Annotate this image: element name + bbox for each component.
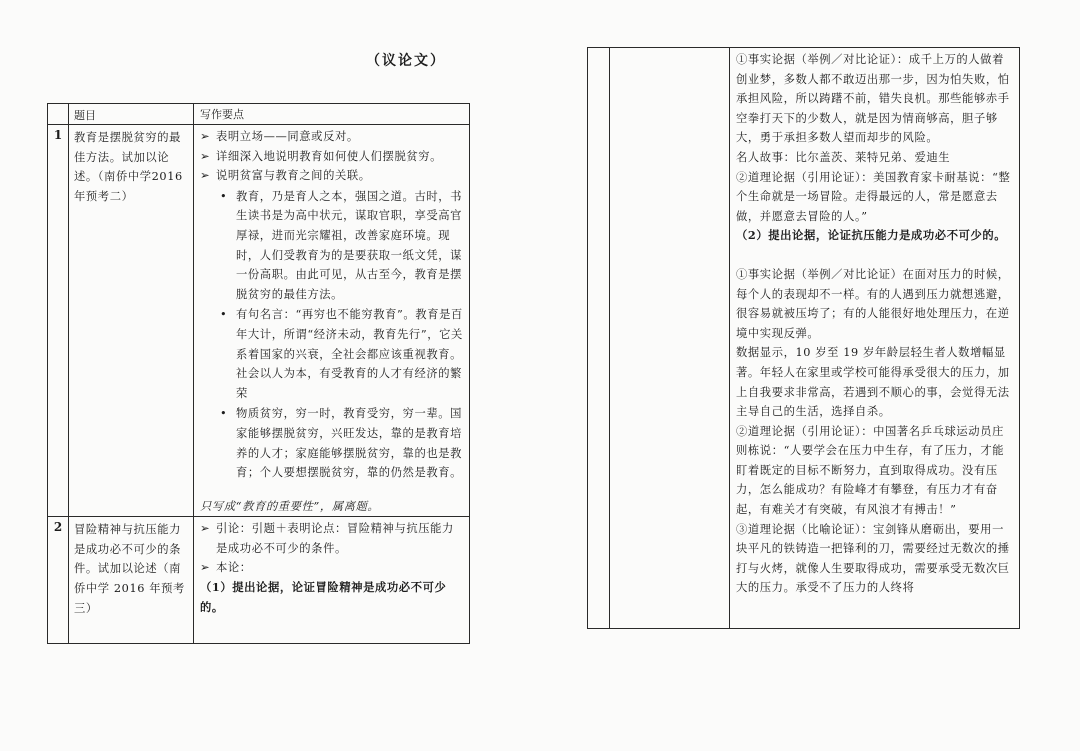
arrow-bullet-icon: ➢ <box>200 130 211 143</box>
list-item: ➢ 表明立场——同意或反对。 <box>200 127 463 147</box>
table-row <box>588 48 1020 629</box>
paragraph: ③道理论据（比喻论证）：宝剑锋从磨砺出，要用一块平凡的铁铸造一把锋利的刀，需要经过无数次的捶打与火烤，就像人生要取得成功，需要承受无数次巨大的压力。承受不了压力的人终将 <box>736 522 1010 595</box>
sub-point: （2）提出论据，论证抗压能力是成功必不可少的。 <box>736 228 1007 243</box>
row-number-empty <box>588 48 610 629</box>
list-item: • 物质贫穷，穷一时，教育受穷，穷一辈。国家能够摆脱贫穷，兴旺发达，靠的是教育培养的人才；家庭能够摆脱贫穷，靠的也是教育；个人要想摆脱贫穷，靠的仍然是教育。 <box>200 404 463 482</box>
header-topic: 题目 <box>69 104 194 125</box>
row-topic-empty <box>610 48 730 629</box>
bullet-dot-icon: • <box>220 308 228 322</box>
table-row <box>48 517 470 644</box>
header-num <box>48 104 69 125</box>
paragraph: ①事实论据（举例／对比论证）：成千上万的人做着创业梦，多数人都不敢迈出那一步，因为怕失败，怕承担风险，所以踌躇不前，错失良机。那些能够赤手空拳打天下的少数人，就是因为情商够高，胆子够大，勇于承担多数人望而却步的风险。 <box>736 53 1010 145</box>
arrow-bullet-icon: ➢ <box>200 149 211 163</box>
paragraph: ②道理论据（引用论证）：美国教育家卡耐基说：“整个生命就是一场冒险。走得最远的人，常是愿意去做，并愿意去冒险的人。” <box>736 170 1011 223</box>
list-item: ➢ 详细深入地说明教育如何使人们摆脱贫穷。 <box>200 147 463 167</box>
arrow-bullet-icon: ➢ <box>200 522 211 536</box>
paragraph: ①事实论据（举例／对比论证）在面对压力的时候，每个人的表现却不一样。有的人遇到压力就想逃避，很容易就被压垮了；有的人能很好地处理压力，在逆境中实现反弹。 <box>736 267 1010 340</box>
bullet-dot-icon: • <box>220 407 228 421</box>
handwritten-note: 只写成“教育的重要性”，属离题。 <box>200 499 380 513</box>
table-row <box>48 125 470 517</box>
spacer <box>736 246 1013 265</box>
essay-topics-table-left <box>47 103 470 644</box>
essay-topics-table-right <box>587 47 1020 629</box>
header-points: 写作要点 <box>194 104 470 125</box>
row-writing-points <box>194 125 470 517</box>
list-item: • 教育，乃是育人之本，强国之道。古时，书生读书是为高中状元，谋取官职，享受高官厚禄，进而光宗耀祖，改善家庭环境。现时，人们受教育为的是要获取一纸文凭，谋一份高职。由此可见，从古至今，教育是摆脱贫穷的最佳方法。 <box>200 187 463 305</box>
row-topic: 教育是摆脱贫穷的最佳方法。试加以论述。（南侨中学2016年预考二） <box>69 125 194 517</box>
paragraph: ②道理论据（引用论证）：中国著名乒乓球运动员庄则栋说：“人要学会在压力中生存，有了压力，才能盯着既定的目标不断努力，直到取得成功。没有压力，怎么能成功？有险峰才有攀登，有压力才有奋起，有难关才有突破，有风浪才有搏击！” <box>736 424 1005 517</box>
row-number: 2 <box>48 517 69 644</box>
paragraph: 数据显示，10 岁至 19 岁年龄层轻生者人数增幅显著。年轻人在家里或学校可能得承受很大的压力，加上自我要求非常高，若遇到不顺心的事，会觉得无法主导自己的生活，选择自杀。 <box>736 346 1010 419</box>
page-title: （议论文） <box>366 53 446 69</box>
list-item: • 有句名言：“再穷也不能穷教育”。教育是百年大计，所谓“经济未动，教育先行”，它关系着国家的兴衰，全社会都应该重视教育。社会以人为本，有受教育的人才有经济的繁荣 <box>200 305 463 403</box>
row-writing-points <box>194 517 470 644</box>
row-writing-points-continued <box>730 48 1020 629</box>
list-item: ➢ 本论： <box>200 558 463 578</box>
bullet-dot-icon: • <box>220 189 228 203</box>
arrow-bullet-icon: ➢ <box>200 169 211 183</box>
row-number: 1 <box>48 125 69 517</box>
sub-point: （1）提出论据，论证冒险精神是成功必不可少的。 <box>200 580 447 614</box>
list-item: ➢ 引论：引题＋表明论点：冒险精神与抗压能力是成功必不可少的条件。 <box>200 519 463 558</box>
paragraph: 名人故事：比尔盖茨、莱特兄弟、爱迪生 <box>736 150 951 164</box>
row-topic: 冒险精神与抗压能力是成功必不可少的条件。试加以论述（南侨中学 2016 年预考三） <box>69 517 194 644</box>
list-item: ➢ 说明贫富与教育之间的关联。 <box>200 166 463 186</box>
table-header-row <box>48 104 470 125</box>
arrow-bullet-icon: ➢ <box>200 561 211 575</box>
